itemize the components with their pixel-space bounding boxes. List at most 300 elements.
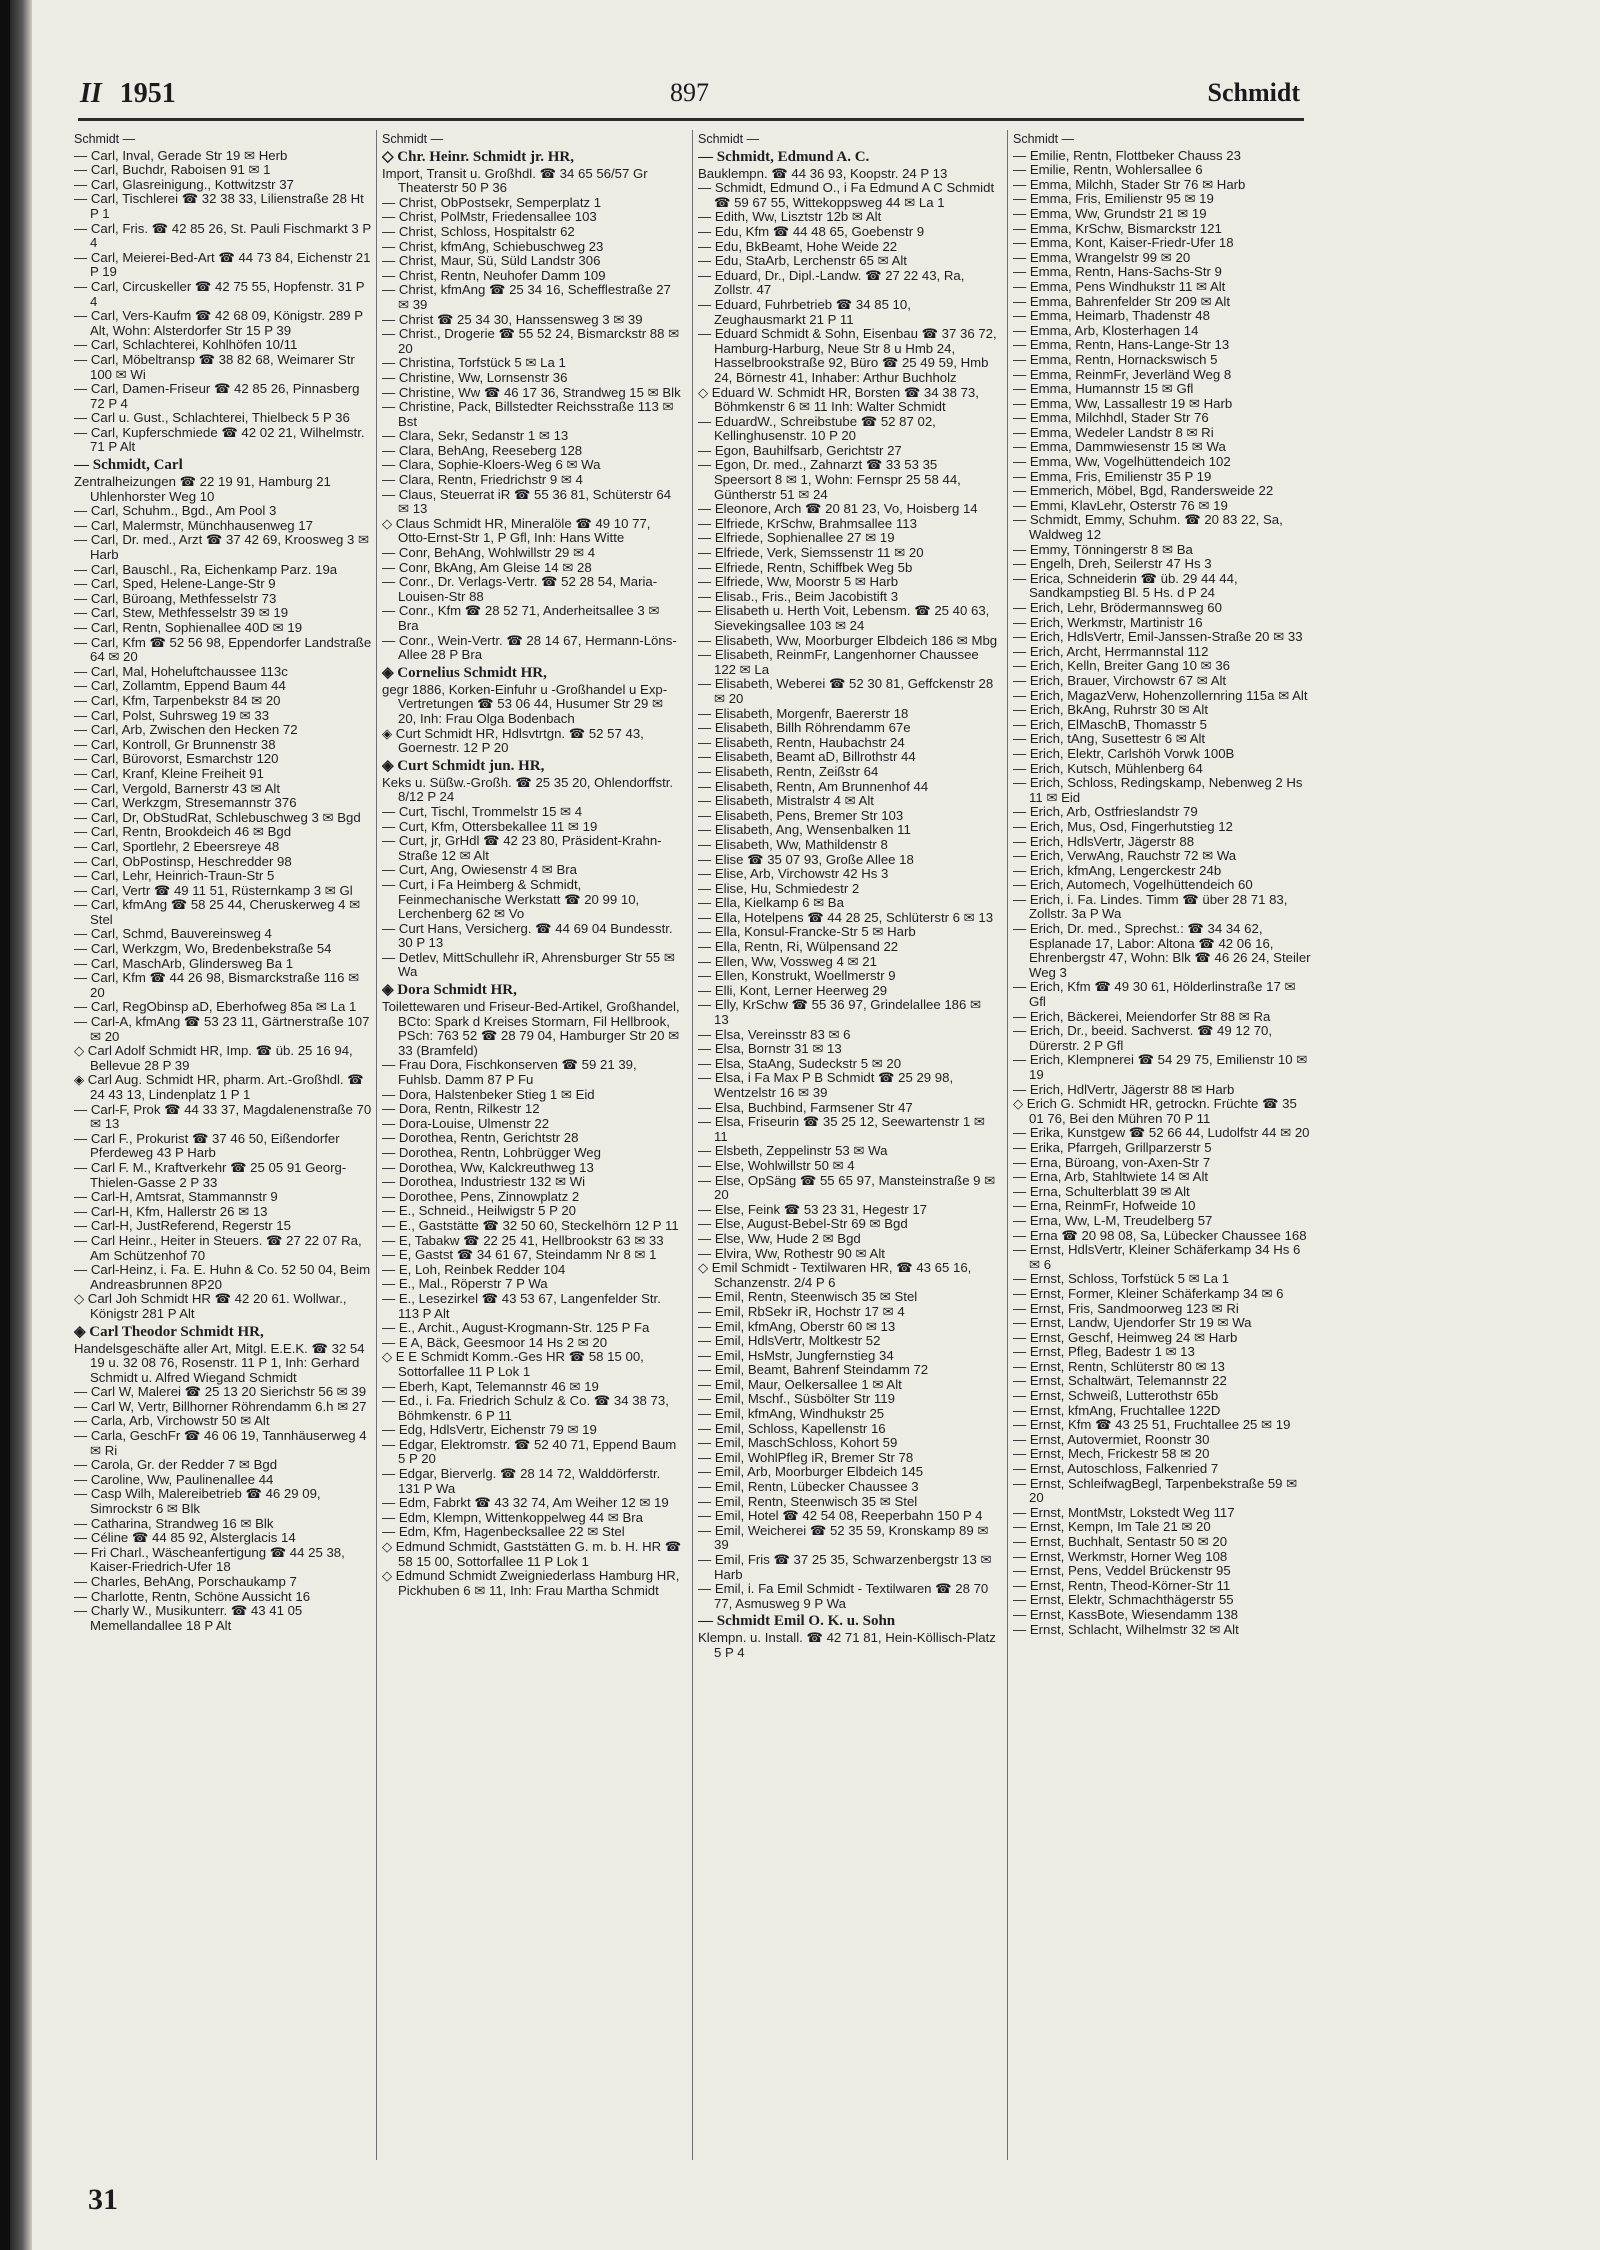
directory-entry: — Schmidt, Carl [74,457,183,474]
book-spine-shadow [10,0,32,2250]
directory-entry: — Erich, Kutsch, Mühlenberg 64 [1013,760,1203,776]
directory-entry: — Ernst, Fris, Sandmoorweg 123 ✉ Ri [1013,1300,1239,1316]
directory-entry: — Catharina, Strandweg 16 ✉ Blk [74,1515,274,1531]
directory-entry: — Elfriede, Sophienallee 27 ✉ 19 [698,530,895,546]
directory-entry: — Emil, WohlPfleg iR, Bremer Str 78 [698,1449,914,1465]
directory-entry: — Christ, kfmAng, Schiebuschweg 23 [382,238,604,254]
directory-entry: ◈ Cornelius Schmidt HR, [382,664,547,681]
directory-entry: — Erich, Archt, Herrmannstal 112 [1013,643,1209,659]
directory-entry: — Carl, Malermstr, Münchhausenweg 17 [74,517,313,533]
directory-entry: — Ernst, Elektr, Schmachthägerstr 55 [1013,1592,1234,1608]
directory-entry: — Elisabeth, Pens, Bremer Str 103 [698,807,904,823]
directory-entry: — Carl, Circuskeller ☎ 42 75 55, Hopfenstr. 31 P 4 [74,278,365,309]
directory-entry: — Ernst, HdlsVertr, Kleiner Schäferkamp 34 Hs 6 ✉ 6 [1013,1242,1301,1272]
directory-entry: — Elfriede, Verk, Siemssenstr 11 ✉ 20 [698,545,924,561]
directory-entry: — E, Loh, Reinbek Redder 104 [382,1261,566,1277]
directory-entry: — Emil, Fris ☎ 37 25 35, Schwarzenbergstr 13 ✉ Harb [698,1552,992,1582]
directory-entry: — Emil, HsMstr, Jungfernstieg 34 [698,1347,894,1363]
directory-entry: — Emma, Arb, Klosterhagen 14 [1013,322,1199,338]
directory-entry: — Conr., Wein-Vertr. ☎ 28 14 67, Hermann-Löns-Allee 28 P Bra [382,632,677,663]
directory-column-2 [382,132,682,2162]
header-surname: Schmidt [1207,78,1300,107]
directory-entry: — Casp Wilh, Malereibetrieb ☎ 46 29 09, Simrockstr 6 ✉ Blk [74,1486,321,1517]
directory-entry: — Emmerich, Möbel, Bgd, Randersweide 22 [1013,483,1274,499]
directory-entry: — Emmy, Tönningerstr 8 ✉ Ba [1013,541,1193,557]
directory-page [10,0,1600,2250]
directory-entry: — Else, August-Bebel-Str 69 ✉ Bgd [698,1216,908,1232]
directory-entry: — Frau Dora, Fischkonserven ☎ 59 21 39, Fuhlsb. Damm 87 P Fu [382,1057,637,1088]
directory-entry: — Schmidt, Emmy, Schuhm. ☎ 20 83 22, Sa, Waldweg 12 [1013,512,1283,543]
directory-entry: — E., Archit., August-Krogmann-Str. 125 P Fa [382,1320,650,1336]
directory-entry: — Dorothea, Rentn, Gerichtstr 28 [382,1130,579,1146]
directory-entry: — Emil, Arb, Moorburger Elbdeich 145 [698,1464,924,1480]
directory-entry: — Carl F. M., Kraftverkehr ☎ 25 05 91 Georg-Thielen-Gasse 2 P 33 [74,1159,347,1190]
directory-entry: — Carl, Dr. med., Arzt ☎ 37 42 69, Kroosweg 3 ✉ Harb [74,532,370,563]
directory-entry: — Clara, BehAng, Reeseberg 128 [382,442,583,458]
directory-entry: — Emma, Milchhdl, Stader Str 76 [1013,410,1209,426]
directory-entry: — E., Schneid., Heilwigstr 5 P 20 [382,1203,576,1219]
directory-entry: — Charles, BehAng, Porschaukamp 7 [74,1574,297,1589]
directory-entry: — Emma, Humannstr 15 ✉ Gfl [1013,381,1194,397]
directory-entry: ◈ Curt Schmidt HR, Hdlsvtrtgn. ☎ 52 57 43, Goernestr. 12 P 20 [382,725,644,756]
directory-entry: — Emma, Kont, Kaiser-Friedr-Ufer 18 [1013,235,1234,251]
directory-entry: Bauklempn. ☎ 44 36 93, Koopstr. 24 P 13 [698,165,948,181]
directory-entry: ◇ E E Schmidt Komm.-Ges HR ☎ 58 15 00, Sottorfallee 11 P Lok 1 [382,1349,644,1379]
directory-entry: ◇ Edmund Schmidt Zweigniederlass Hamburg HR, Pickhuben 6 ✉ 11, Inh: Frau Martha Schmidt [382,1568,680,1598]
directory-entry: — Charly W., Musikunterr. ☎ 43 41 05 Memellandallee 18 P Alt [74,1603,303,1633]
directory-entry: — Erich, Lehr, Brödermannsweg 60 [1013,600,1222,615]
directory-entry: ◇ Eduard W. Schmidt HR, Borsten ☎ 34 38 73, Böhmkenstr 6 ✉ 11 Inh: Walter Schmidt [698,384,979,415]
directory-entry: — Conr, BkAng, Am Gleise 14 ✉ 28 [382,559,592,575]
directory-entry: ◇ Carl Joh Schmidt HR ☎ 42 20 61. Wollwar., Königstr 281 P Alt [74,1291,347,1321]
directory-entry: — Christ, Schloss, Hospitalstr 62 [382,223,575,239]
directory-entry: — Ernst, Kempn, Im Tale 21 ✉ 20 [1013,1519,1211,1535]
directory-entry: — Carl, ObPostinsp, Heschredder 98 [74,853,292,869]
running-head: Schmidt — [1013,132,1075,146]
directory-entry: — Carl, Zollamtm, Eppend Baum 44 [74,678,286,694]
directory-entry: — Caroline, Ww, Paulinenallee 44 [74,1471,274,1487]
directory-entry: — Elisabeth, Mistralstr 4 ✉ Alt [698,793,874,809]
directory-entry: — Carl, Kfm ☎ 44 26 98, Bismarckstraße 116 ✉ 20 [74,970,360,1000]
directory-entry: — Erika, Kunstgew ☎ 52 66 44, Ludolfstr 44 ✉ 20 [1013,1125,1310,1141]
directory-entry: — Carl, Fris. ☎ 42 85 26, St. Pauli Fischmarkt 3 P 4 [74,220,371,251]
header-volume: II [80,78,102,109]
directory-entry: — Dorothee, Pens, Zinnowplatz 2 [382,1188,580,1204]
directory-entry: — Carl, Stew, Methfesselstr 39 ✉ 19 [74,605,289,621]
directory-entry: — Carl, Glasreinigung., Kottwitzstr 37 [74,176,294,192]
directory-entry: — Ernst, Rentn, Schlüterstr 80 ✉ 13 [1013,1358,1225,1374]
directory-entry: — Emil, Rentn, Lübecker Chaussee 3 [698,1479,919,1495]
directory-entry: — Emma, Wedeler Landstr 8 ✉ Ri [1013,424,1214,440]
directory-entry: — Edm, Fabrkt ☎ 43 32 74, Am Weiher 12 ✉ 19 [382,1495,669,1511]
directory-entry: — Carl, Kupferschmiede ☎ 42 02 21, Wilhelmstr. 71 P Alt [74,424,365,455]
directory-entry: — Carl W, Malerei ☎ 25 13 20 Sierichstr 56 ✉ 39 [74,1384,367,1400]
directory-entry: — Carl W, Vertr, Billhorner Röhrendamm 6.h ✉ 27 [74,1398,367,1414]
directory-entry: — Erich, Klempnerei ☎ 54 29 75, Emilienstr 10 ✉ 19 [1013,1052,1308,1082]
directory-entry: — Ernst, Landw, Ujendorfer Str 19 ✉ Wa [1013,1315,1252,1331]
directory-entry: — Edu, BkBeamt, Hohe Weide 22 [698,238,898,254]
directory-entry: — Edu, StaArb, Lerchenstr 65 ✉ Alt [698,253,907,269]
directory-entry: — Carl, Meierei-Bed-Art ☎ 44 73 84, Eichenstr 21 P 19 [74,249,371,280]
header-page-number: 897 [670,78,709,107]
directory-entry: — Elisabeth, Rentn, Am Brunnenhof 44 [698,778,929,794]
directory-entry: — Erna, Ww, L-M, Treudelberg 57 [1013,1212,1213,1228]
directory-entry: — Emma, Fris, Emilienstr 35 P 19 [1013,468,1212,484]
directory-entry: — Carl, Bauschl., Ra, Eichenkamp Parz. 19a [74,561,338,577]
directory-entry: — Curt, Tischl, Trommelstr 15 ✉ 4 [382,803,583,819]
directory-entry: — Elfriede, Rentn, Schiffbek Weg 5b [698,559,913,575]
directory-entry: — Emilie, Rentn, Wohlersallee 6 [1013,162,1203,178]
directory-entry: — Ernst, Mech, Frickestr 58 ✉ 20 [1013,1446,1210,1462]
directory-entry: — Carl, Inval, Gerade Str 19 ✉ Herb [74,147,288,163]
directory-entry: — Erich, MagazVerw, Hohenzollernring 115a ✉ Alt [1013,687,1308,703]
directory-entry: — Clara, Sophie-Kloers-Weg 6 ✉ Wa [382,457,601,473]
directory-entry: — Edgar, Bierverlg. ☎ 28 14 72, Walddörferstr. 131 P Wa [382,1466,661,1496]
directory-entry: — Edg, HdlsVertr, Eichenstr 79 ✉ 19 [382,1422,597,1438]
directory-entry: — Clara, Rentn, Friedrichstr 9 ✉ 4 [382,472,583,488]
directory-entry: — Elfriede, Ww, Moorstr 5 ✉ Harb [698,574,899,590]
directory-entry: — Egon, Bauhilfsarb, Gerichtstr 27 [698,442,902,458]
directory-entry: — Carl, Rentn, Sophienallee 40D ✉ 19 [74,620,303,635]
directory-entry: — E A, Bäck, Geesmoor 14 Hs 2 ✉ 20 [382,1334,608,1350]
directory-entry: — Emil, Weicherei ☎ 52 35 59, Kronskamp 89 ✉ 39 [698,1522,989,1553]
directory-entry: — Ed., i. Fa. Friedrich Schulz & Co. ☎ 34 38 73, Böhmkenstr. 6 P 11 [382,1393,669,1423]
directory-entry: — Christ ☎ 25 34 30, Hanssensweg 3 ✉ 39 [382,311,643,327]
directory-entry: — Emil, MaschSchloss, Kohort 59 [698,1435,898,1451]
directory-entry: — Erika, Pfarrgeh, Grillparzerstr 5 [1013,1139,1212,1155]
directory-entry: ◇ Chr. Heinr. Schmidt jr. HR, [382,148,574,165]
directory-entry: — Carl F., Prokurist ☎ 37 46 50, Eißendorfer Pferdeweg 43 P Harb [74,1130,340,1161]
directory-entry: — Carl, Schuhm., Bgd., Am Pool 3 [74,503,277,519]
directory-entry: — Ernst, Pens, Veddel Brückenstr 95 [1013,1563,1231,1579]
directory-entry: — Ernst, MontMstr, Lokstedt Weg 117 [1013,1504,1235,1520]
directory-entry: — Elisab., Fris., Beim Jacobistift 3 [698,588,899,604]
directory-entry: — Christine, Ww ☎ 46 17 36, Strandweg 15 ✉ Blk [382,384,681,400]
header-year: 1951 [119,78,176,109]
directory-entry: — Elfriede, KrSchw, Brahmsallee 113 [698,515,917,531]
directory-entry: — Carl, Kontroll, Gr Brunnenstr 38 [74,736,276,752]
directory-entry: — Edgar, Elektromstr. ☎ 52 40 71, Eppend Baum 5 P 20 [382,1436,677,1467]
directory-entry: — Elisabeth, Ww, Moorburger Elbdeich 186 ✉ Mbg [698,632,998,648]
directory-entry: — Emma, Rentn, Hans-Lange-Str 13 [1013,337,1230,353]
directory-entry: — Erich, Elektr, Carlshöh Vorwk 100B [1013,745,1235,761]
directory-entry: — Carl-F, Prok ☎ 44 33 37, Magdalenenstraße 70 ✉ 13 [74,1101,372,1132]
directory-entry: — Emma, Ww, Lassallestr 19 ✉ Harb [1013,395,1233,411]
directory-entry: ◇ Erich G. Schmidt HR, getrockn. Früchte ☎ 35 01 76, Bei den Mühren 70 P 11 [1013,1096,1297,1126]
directory-entry: — Erich, ElMaschB, Thomasstr 5 [1013,716,1207,732]
directory-entry: — Christ, Rentn, Neuhofer Damm 109 [382,267,606,283]
directory-entry: — Elsa, i Fa Max P B Schmidt ☎ 25 29 98, Wentzelstr 16 ✉ 39 [698,1070,954,1100]
directory-entry: ◇ Claus Schmidt HR, Mineralöle ☎ 49 10 77, Otto-Ernst-Str 1, P Gfl, Inh: Hans Witte [382,515,651,546]
directory-entry: — Edu, Kfm ☎ 44 48 65, Goebenstr 9 [698,223,925,239]
directory-entry: — Erna, ReinmFr, Hofweide 10 [1013,1198,1196,1214]
header-rule [78,118,1304,121]
directory-entry: — Emil, kfmAng, Windhukstr 25 [698,1406,885,1422]
directory-entry: — Dora-Louise, Ulmenstr 22 [382,1115,550,1131]
directory-entry: — Carl-H, Amtsrat, Stammannstr 9 [74,1189,278,1205]
directory-entry: — Erich, Mus, Osd, Fingerhutstieg 12 [1013,818,1233,834]
directory-entry: — Ella, Kielkamp 6 ✉ Ba [698,895,844,911]
directory-entry: — Emma, Rentn, Hornackswisch 5 [1013,351,1218,367]
directory-entry: — Carl-H, JustReferend, Regerstr 15 [74,1218,291,1234]
running-head: Schmidt — [382,132,444,146]
directory-entry: — Carl, Buchdr, Raboisen 91 ✉ 1 [74,162,271,178]
directory-entry: — Erich, Schloss, Redingskamp, Nebenweg 2 Hs 11 ✉ Eid [1013,775,1303,805]
column-separator [1007,130,1008,2160]
directory-entry: — Erich, Werkmstr, Martinistr 16 [1013,614,1203,630]
directory-entry: — Carl, Werkzgm, Stresemannstr 376 [74,795,297,811]
directory-entry: — Emil, HdlsVertr, Moltkestr 52 [698,1333,881,1349]
directory-entry: — Elvira, Ww, Rothestr 90 ✉ Alt [698,1245,885,1261]
directory-entry: — Carl, Mal, Hoheluftchaussee 113c [74,663,288,679]
directory-entry: — Christ, PolMstr, Friedensallee 103 [382,209,597,225]
directory-entry: — Conr, BehAng, Wohlwillstr 29 ✉ 4 [382,545,596,561]
directory-entry: Handelsgeschäfte aller Art, Mitgl. E.E.K. ☎ 32 54 19 u. 32 08 76, Rosenstr. 11 P 1, Inh: Gerhard Schmidt u. Alfred Wiegand Schmidt [74,1340,365,1385]
directory-column-4 [1013,132,1313,2162]
directory-entry: — Erna ☎ 20 98 08, Sa, Lübecker Chaussee 168 [1013,1227,1307,1243]
directory-entry: — Carl, RegObinsp aD, Eberhofweg 85a ✉ La 1 [74,999,357,1015]
directory-entry: — Erich, Kelln, Breiter Gang 10 ✉ 36 [1013,658,1231,674]
directory-entry: — Carl, Schmd, Bauvereinsweg 4 [74,926,272,942]
directory-entry: — Erich, Bäckerei, Meiendorfer Str 88 ✉ Ra [1013,1008,1271,1024]
directory-entry: — Erna, Arb, Stahltwiete 14 ✉ Alt [1013,1169,1209,1185]
directory-entry: — Elise ☎ 35 07 93, Große Allee 18 [698,851,914,867]
directory-entry: ◇ Edmund Schmidt, Gaststätten G. m. b. H. HR ☎ 58 15 00, Sottorfallee 11 P Lok 1 [382,1539,682,1569]
column-separator [692,130,693,2160]
directory-entry: — Erich, Arb, Ostfrieslandstr 79 [1013,804,1198,820]
directory-entry: — Carl, Sped, Helene-Lange-Str 9 [74,576,276,592]
directory-entry: — Erich, Automech, Vogelhüttendeich 60 [1013,877,1253,893]
directory-entry: — Emma, Heimarb, Thadenstr 48 [1013,308,1210,324]
directory-entry: — Christina, Torfstück 5 ✉ La 1 [382,355,566,371]
directory-entry: — Carola, Gr. der Redder 7 ✉ Bgd [74,1457,278,1473]
directory-entry: — Carl-Heinz, i. Fa. E. Huhn & Co. 52 50 04, Beim Andreasbrunnen 8P20 [74,1262,371,1292]
directory-entry: — Eleonore, Arch ☎ 20 81 23, Vo, Hoisberg 14 [698,501,978,517]
directory-entry: — Dorothea, Industriestr 132 ✉ Wi [382,1174,586,1190]
directory-entry: — Emma, Ww, Grundstr 21 ✉ 19 [1013,205,1207,221]
directory-entry: — Céline ☎ 44 85 92, Alsterglacis 14 [74,1530,296,1546]
directory-entry: — Erich, Dr. med., Sprechst.: ☎ 34 34 62, Esplanade 17, Labor: Altona ☎ 42 06 16, Ehrenbergstr 47, Wohn: Blk ☎ 46 26 24, Steiler Weg 3 [1013,921,1311,980]
directory-entry: — Carl, Kranf, Kleine Freiheit 91 [74,765,264,781]
directory-entry: Zentralheizungen ☎ 22 19 91, Hamburg 21 Uhlenhorster Weg 10 [74,474,331,504]
directory-entry: — Carl, Kfm ☎ 52 56 98, Eppendorfer Landstraße 64 ✉ 20 [74,634,372,665]
directory-entry: — Emma, Ww, Vogelhüttendeich 102 [1013,454,1231,470]
directory-entry: — Carl, Bürovorst, Esmarchstr 120 [74,751,279,767]
directory-entry: — Ernst, Rentn, Theod-Körner-Str 11 [1013,1577,1231,1593]
directory-entry: — Engelh, Dreh, Seilerstr 47 Hs 3 [1013,556,1212,572]
directory-entry: — Emil, Rentn, Steenwisch 35 ✉ Stel [698,1493,918,1509]
directory-entry: — Elisabeth, Rentn, Haubachstr 24 [698,734,905,750]
directory-entry: — Ernst, Autovermiet, Roonstr 30 [1013,1431,1210,1447]
directory-entry: — Erich, Dr., beeid. Sachverst. ☎ 49 12 70, Dürerstr. 2 P Gfl [1013,1023,1273,1053]
directory-entry: — Else, Feink ☎ 53 23 31, Hegestr 17 [698,1201,928,1217]
directory-entry: — E., Lesezirkel ☎ 43 53 67, Langenfelder Str. 113 P Alt [382,1290,661,1321]
directory-entry: — Else, Ww, Hude 2 ✉ Bgd [698,1230,861,1246]
directory-entry: ◇ Carl Adolf Schmidt HR, Imp. ☎ üb. 25 16 94, Bellevue 28 P 39 [74,1043,353,1073]
directory-entry: — E, Gastst ☎ 34 61 67, Steindamm Nr 8 ✉ 1 [382,1247,657,1263]
directory-entry: — Else, OpSäng ☎ 55 65 97, Mansteinstraße 9 ✉ 20 [698,1172,996,1203]
directory-entry: — Detlev, MittSchullehr iR, Ahrensburger Str 55 ✉ Wa [382,949,675,980]
directory-entry: — Erna, Büroang, von-Axen-Str 7 [1013,1154,1211,1170]
directory-entry: — Erich, i. Fa. Lindes. Timm ☎ über 28 71 83, Zollstr. 3a P Wa [1013,891,1288,922]
directory-entry: — Ella, Rentn, Ri, Wülpensand 22 [698,939,899,955]
directory-entry: — Carl, Polst, Suhrsweg 19 ✉ 33 [74,707,270,723]
directory-entry: — EduardW., Schreibstube ☎ 52 87 02, Kellinghusenstr. 10 P 20 [698,413,936,444]
directory-entry: — Else, Wohlwillstr 50 ✉ 4 [698,1157,855,1173]
directory-entry: — Carl, Vertr ☎ 49 11 51, Rüsternkamp 3 ✉ Gl [74,882,353,898]
directory-entry: — Elisabeth, Morgenfr, Baererstr 18 [698,705,909,721]
directory-entry: — Elisabeth, Ww, Mathildenstr 8 [698,836,888,852]
directory-entry: — Carl, Schlachterei, Kohlhöfen 10/11 [74,337,298,353]
directory-entry: — Erich, BkAng, Ruhrstr 30 ✉ Alt [1013,702,1209,718]
directory-entry: — Ernst, Pfleg, Badestr 1 ✉ 13 [1013,1344,1195,1360]
directory-entry: — Elli, Kont, Lerner Heerweg 29 [698,982,888,998]
directory-entry: — Ernst, Geschf, Heimweg 24 ✉ Harb [1013,1329,1238,1345]
directory-entry: — Emil, Schloss, Kapellenstr 16 [698,1420,886,1436]
directory-entry: — Emma, Pens Windhukstr 11 ✉ Alt [1013,278,1226,294]
directory-entry: — Elly, KrSchw ☎ 55 36 97, Grindelallee 186 ✉ 13 [698,997,982,1028]
directory-entry: — Elsa, Friseurin ☎ 35 25 12, Seewartenstr 1 ✉ 11 [698,1114,985,1144]
directory-entry: — Emma, Bahrenfelder Str 209 ✉ Alt [1013,293,1231,309]
directory-entry: — Emma, Milchh, Stader Str 76 ✉ Harb [1013,176,1246,192]
directory-entry: — Charlotte, Rentn, Schöne Aussicht 16 [74,1588,311,1604]
column-separator [376,130,377,2160]
directory-entry: — E., Mal., Röperstr 7 P Wa [382,1276,548,1292]
directory-entry: — Carl, Vers-Kaufm ☎ 42 68 09, Königstr. 289 P Alt, Wohn: Alsterdorfer Str 15 P 39 [74,308,363,338]
directory-entry: — Emil, Beamt, Bahrenf Steindamm 72 [698,1362,929,1378]
directory-entry: — Christ., Drogerie ☎ 55 52 24, Bismarckstr 88 ✉ 20 [382,326,680,356]
directory-entry: — Emma, Dammwiesenstr 15 ✉ Wa [1013,439,1226,455]
directory-entry: — Ernst, SchleifwagBegl, Tarpenbekstraße 59 ✉ 20 [1013,1475,1298,1506]
directory-entry: — Christine, Pack, Billstedter Reichsstraße 113 ✉ Bst [382,399,674,429]
directory-entry: Import, Transit u. Großhdl. ☎ 34 65 56/57 Gr Theaterstr 50 P 36 [382,165,648,196]
directory-entry: — Clara, Sekr, Sedanstr 1 ✉ 13 [382,428,569,444]
page-header [80,78,1300,116]
directory-entry: — Ernst, Schweiß, Lutterothstr 65b [1013,1388,1219,1404]
directory-entry: — Erich, HdlsVertr, Jägerstr 88 [1013,833,1195,849]
directory-entry: — Carl, Möbeltransp ☎ 38 82 68, Weimarer Str 100 ✉ Wi [74,351,355,382]
running-head: Schmidt — [74,132,136,146]
directory-entry: — Conr., Kfm ☎ 28 52 71, Anderheitsallee 3 ✉ Bra [382,603,660,633]
directory-entry: — Elise, Arb, Virchowstr 42 Hs 3 [698,866,889,882]
directory-entry: — Christ, ObPostsekr, Semperplatz 1 [382,194,602,210]
directory-entry: — Christ, Maur, Sü, Süld Landstr 306 [382,253,601,269]
directory-column-1 [74,132,374,2162]
directory-entry: — Eberh, Kapt, Telemannstr 46 ✉ 19 [382,1378,599,1394]
directory-entry: — Ella, Hotelpens ☎ 44 28 25, Schlüterstr 6 ✉ 13 [698,909,994,925]
directory-entry: — Ella, Konsul-Francke-Str 5 ✉ Harb [698,924,916,940]
directory-entry: — Elisabeth, Billh Röhrendamm 67e [698,720,911,736]
directory-entry: — Carl, Sportlehr, 2 Ebeersreye 48 [74,838,280,854]
directory-entry: — Carl, Tischlerei ☎ 32 38 33, Lilienstraße 28 Ht P 1 [74,191,364,221]
directory-entry: — Elisabeth, Weberei ☎ 52 30 81, Geffckenstr 28 ✉ 20 [698,676,994,706]
directory-entry: — Dora, Rentn, Rilkestr 12 [382,1101,540,1117]
directory-entry: ◇ Emil Schmidt - Textilwaren HR, ☎ 43 65 16, Schanzenstr. 2/4 P 6 [698,1260,972,1290]
directory-entry: — Eduard Schmidt & Sohn, Eisenbau ☎ 37 36 72, Hamburg-Harburg, Neue Str 8 u Hmb 24, Hasselbrookstraße 92, Büro ☎ 25 49 59, Hmb 24, Börnestr 41, Inhaber: Arthur Buchholz [698,326,997,385]
directory-entry: — Carl, Arb, Zwischen den Hecken 72 [74,722,298,738]
directory-entry: — Curt Hans, Versicherg. ☎ 44 69 04 Bundesstr. 30 P 13 [382,920,673,951]
directory-entry: — Elisabeth, Beamt aD, Billrothstr 44 [698,749,916,765]
directory-entry: — Carl, Rentn, Brookdeich 46 ✉ Bgd [74,824,292,840]
directory-entry: — Emilie, Rentn, Flottbeker Chauss 23 [1013,147,1241,163]
directory-entry: — Ernst, Werkmstr, Horner Weg 108 [1013,1548,1228,1564]
directory-entry: — E, Tabakw ☎ 22 25 41, Hellbrookstr 63 ✉ 33 [382,1232,664,1248]
directory-entry: — Ellen, Ww, Vossweg 4 ✉ 21 [698,953,877,969]
directory-entry: — Emma, ReinmFr, Jeverländ Weg 8 [1013,366,1232,382]
directory-entry: — Claus, Steuerrat iR ☎ 55 36 81, Schüterstr 64 ✉ 13 [382,486,672,517]
directory-entry: — Elisabeth u. Herth Voit, Lebensm. ☎ 25 40 63, Sievekingsallee 103 ✉ 24 [698,603,990,633]
directory-entry: Toilettewaren und Friseur-Bed-Artikel, Großhandel, BCto: Spark d Kreises Stormarn, Fil Hellbrook, PSch: 763 52 ☎ 28 79 04, Hamburger Str 20 ✉ 33 (Bramfeld) [382,999,680,1058]
directory-entry: — Carl, MaschArb, Glindersweg Ba 1 [74,955,294,971]
directory-entry: — Carl, Büroang, Methfesselstr 73 [74,590,277,606]
header-volume-year [80,78,176,110]
directory-entry: — Edm, Kfm, Hagenbecksallee 22 ✉ Stel [382,1524,625,1540]
directory-entry: — Eduard, Dr., Dipl.-Landw. ☎ 27 22 43, Ra, Zollstr. 47 [698,267,965,298]
directory-entry: gegr 1886, Korken-Einfuhr u -Großhandel u Exp-Vertretungen ☎ 53 06 44, Husumer Str 29 ✉ 20, Inh: Frau Olga Bodenbach [382,681,668,726]
directory-entry: — Emil, i. Fa Emil Schmidt - Textilwaren ☎ 28 70 77, Asmusweg 9 P Wa [698,1581,989,1611]
directory-entry: — Elise, Hu, Schmiedestr 2 [698,880,860,896]
running-head: Schmidt — [698,132,760,146]
directory-entry: — Ernst, KassBote, Wiesendamm 138 [1013,1606,1239,1622]
directory-entry: — Carla, GeschFr ☎ 46 06 19, Tannhäuserweg 4 ✉ Ri [74,1428,367,1458]
directory-entry: — Conr., Dr. Verlags-Vertr. ☎ 52 28 54, Maria-Louisen-Str 88 [382,574,658,604]
directory-entry: — Elsa, StaAng, Sudeckstr 5 ✉ 20 [698,1055,902,1071]
directory-entry: — Erich, HdlVertr, Jägerstr 88 ✉ Harb [1013,1081,1235,1097]
directory-entry: — Carl-H, Kfm, Hallerstr 26 ✉ 13 [74,1203,268,1219]
directory-entry: — Emma, Fris, Emilienstr 95 ✉ 19 [1013,191,1214,207]
directory-entry: — Ernst, Schaltwärt, Telemannstr 22 [1013,1373,1227,1389]
directory-entry: ◈ Dora Schmidt HR, [382,982,517,999]
directory-entry: — Erich, Kfm ☎ 49 30 61, Hölderlinstraße 17 ✉ Gfl [1013,979,1296,1010]
directory-entry: — Ernst, Schloss, Torfstück 5 ✉ La 1 [1013,1271,1230,1287]
directory-entry: — Dorothea, Ww, Kalckreuthweg 13 [382,1159,594,1175]
directory-entry: — Erica, Schneiderin ☎ üb. 29 44 44, Sandkampstieg Bl. 5 Hs. d P 24 [1013,570,1238,601]
directory-entry: — Carl, kfmAng ☎ 58 25 44, Cheruskerweg 4 ✉ Stel [74,897,361,927]
directory-entry: — Erich, VerwAng, Rauchstr 72 ✉ Wa [1013,848,1237,864]
directory-entry: — Carl, Lehr, Heinrich-Traun-Str 5 [74,868,275,884]
directory-entry: Klempn. u. Install. ☎ 42 71 81, Hein-Köllisch-Platz 5 P 4 [698,1630,996,1660]
directory-entry: — Dorothea, Rentn, Lohbrügger Weg [382,1145,601,1160]
directory-entry: — Curt, Kfm, Ottersbekallee 11 ✉ 19 [382,818,598,834]
directory-entry: — Emil, Rentn, Steenwisch 35 ✉ Stel [698,1289,918,1305]
directory-entry: ◈ Carl Theodor Schmidt HR, [74,1323,264,1340]
directory-entry: — Elsa, Vereinsstr 83 ✉ 6 [698,1026,851,1042]
directory-entry: — Erich, kfmAng, Lengerckestr 24b [1013,862,1222,878]
directory-entry: ◈ Carl Aug. Schmidt HR, pharm. Art.-Großhdl. ☎ 24 43 13, Lindenplatz 1 P 1 [74,1072,364,1102]
directory-entry: — Elsa, Buchbind, Farmsener Str 47 [698,1099,913,1115]
directory-entry: — Elisabeth, Ang, Wensenbalken 11 [698,822,911,838]
directory-entry: — Carl, Dr, ObStudRat, Schlebuschweg 3 ✉ Bgd [74,809,361,825]
directory-entry: — Ernst, Kfm ☎ 43 25 51, Fruchtallee 25 ✉ 19 [1013,1417,1291,1433]
directory-entry: — Elisabeth, ReinmFr, Langenhorner Chaussee 122 ✉ La [698,647,979,677]
directory-entry: — Emil, Mschf., Süsbölter Str 119 [698,1391,895,1407]
directory-column-3 [698,132,998,2162]
directory-entry: — Christine, Ww, Lornsenstr 36 [382,369,568,385]
directory-entry: — Erich, Brauer, Virchowstr 67 ✉ Alt [1013,672,1227,688]
directory-entry: — Carl, Damen-Friseur ☎ 42 85 26, Pinnasberg 72 P 4 [74,381,360,411]
directory-entry: — Emil, Hotel ☎ 42 54 08, Reeperbahn 150 P 4 [698,1508,983,1524]
directory-entry: Keks u. Süßw.-Großh. ☎ 25 35 20, Ohlendorffstr. 8/12 P 24 [382,774,674,805]
directory-entry: ◈ Curt Schmidt jun. HR, [382,757,545,774]
directory-entry: — Curt, jr, GrHdl ☎ 42 23 80, Präsident-Krahn-Straße 12 ✉ Alt [382,833,662,863]
directory-entry: — Fri Charl., Wäscheanfertigung ☎ 44 25 38, Kaiser-Friedrich-Ufer 18 [74,1544,345,1575]
directory-entry: — Egon, Dr. med., Zahnarzt ☎ 33 53 35 Speersort 8 ✉ 1, Wohn: Fernspr 25 58 44, Güntherstr 51 ✉ 24 [698,457,961,502]
directory-entry: — Erich, tAng, Susettestr 6 ✉ Alt [1013,731,1206,747]
directory-entry: — Ernst, Autoschloss, Falkenried 7 [1013,1461,1219,1477]
directory-entry: — Ellen, Konstrukt, Woellmerstr 9 [698,968,896,984]
directory-entry: — Curt, i Fa Heimberg & Schmidt, Feinmechanische Werkstatt ☎ 20 99 10, Lerchenberg 62 ✉ Vo [382,876,640,922]
directory-entry: — Carl, Werkzgm, Wo, Bredenbekstraße 54 [74,941,332,957]
